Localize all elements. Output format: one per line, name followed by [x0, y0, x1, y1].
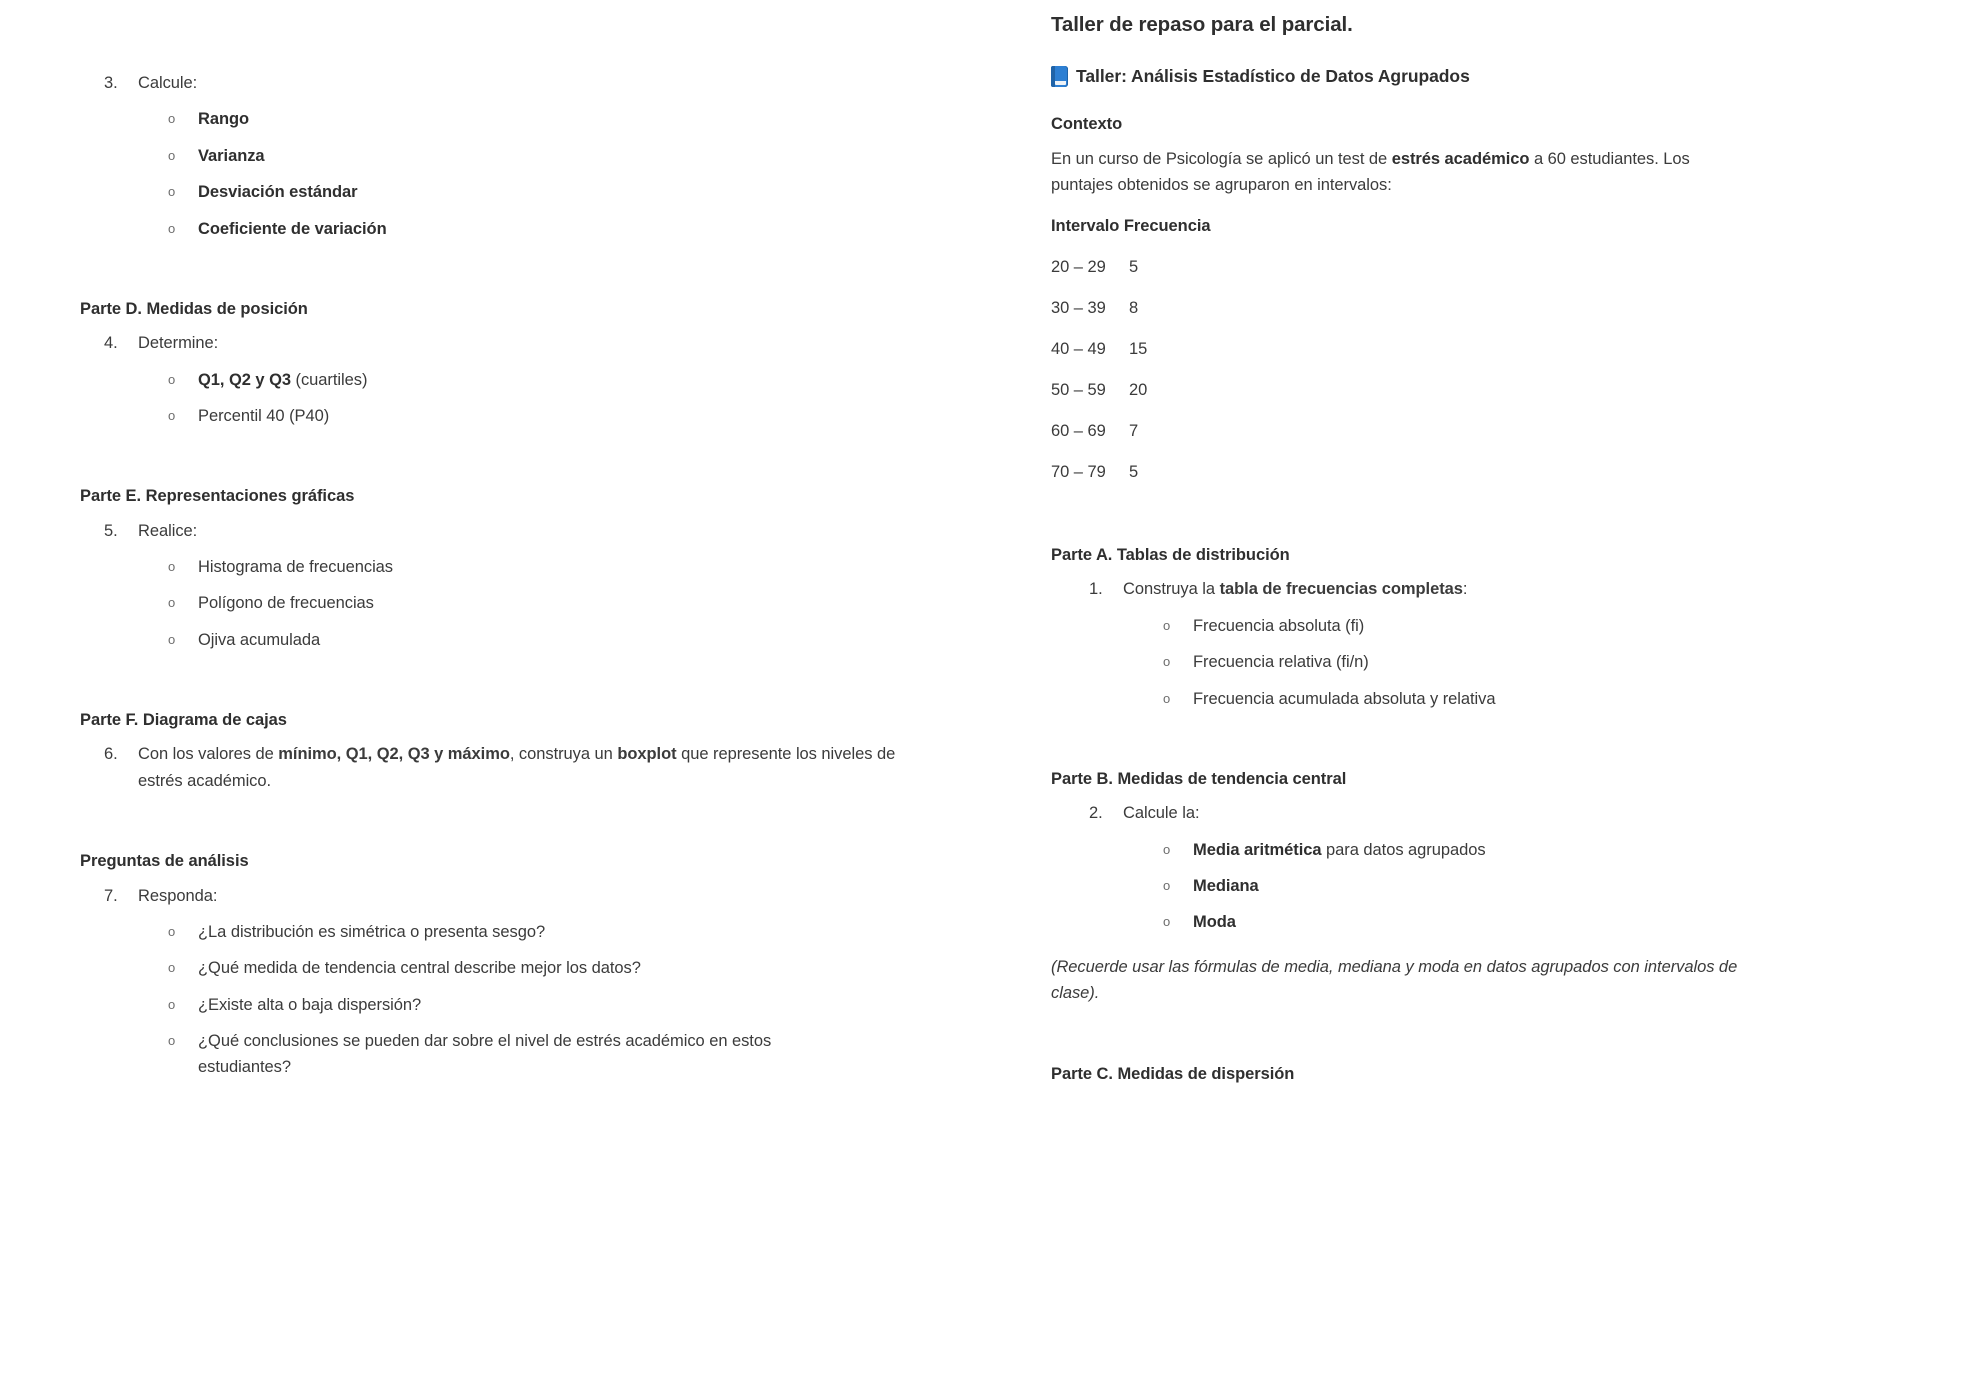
- bullet-label: Desviación estándar: [198, 183, 358, 202]
- circle-bullet-icon: o: [1163, 617, 1171, 633]
- list-item-text: Construya la tabla de frecuencias completas:: [1123, 580, 1468, 599]
- bullet-label: Frecuencia absoluta (fi): [1193, 616, 1365, 635]
- right-column: [983, 0, 1966, 1389]
- circle-bullet-icon: o: [168, 960, 176, 976]
- bullet-histograma: [168, 554, 913, 580]
- list-item-parte-d-4: [102, 330, 913, 356]
- list-item-preguntas-7: [102, 883, 913, 909]
- bullet-varianza: [168, 143, 913, 169]
- interval-value: 40 – 49: [1051, 340, 1106, 359]
- frequency-table-header: Intervalo Frecuencia: [1051, 217, 1211, 236]
- circle-bullet-icon: o: [168, 631, 176, 647]
- list-item-label: Determine:: [138, 334, 219, 353]
- bullet-label: ¿Qué conclusiones se pueden dar sobre el nivel de estrés académico en estos estudiantes?: [198, 1032, 772, 1077]
- circle-bullet-icon: o: [168, 559, 176, 575]
- interval-value: 60 – 69: [1051, 422, 1106, 441]
- bullet-label: Mediana: [1193, 876, 1259, 895]
- bullet-label: Coeficiente de variación: [198, 219, 387, 238]
- frequency-value: 5: [1129, 463, 1139, 482]
- circle-bullet-icon: o: [168, 371, 176, 387]
- bullet-pregunta-simetria: [168, 919, 913, 945]
- bullet-moda: [1163, 909, 1906, 935]
- bullet-rango: [168, 106, 913, 132]
- bullet-label: Ojiva acumulada: [198, 630, 321, 649]
- blue-book-icon: [1051, 66, 1068, 87]
- list-marker: 4.: [104, 334, 118, 353]
- list-marker: 1.: [1089, 580, 1103, 599]
- table-row: [1051, 463, 1906, 482]
- bullet-label: Frecuencia acumulada absoluta y relativa: [1193, 689, 1496, 708]
- list-item-label: Calcule la:: [1123, 804, 1200, 823]
- heading-parte-c: Parte C. Medidas de dispersión: [1051, 1065, 1295, 1084]
- circle-bullet-icon: o: [168, 184, 176, 200]
- document-subtitle: [1051, 65, 1906, 88]
- frequency-value: 20: [1129, 381, 1148, 400]
- circle-bullet-icon: o: [168, 111, 176, 127]
- bullet-label: Rango: [198, 110, 250, 129]
- list-item-parte-f-6: [102, 741, 913, 794]
- circle-bullet-icon: o: [168, 147, 176, 163]
- bullet-label: Varianza: [198, 146, 265, 165]
- heading-preguntas-analisis: Preguntas de análisis: [80, 852, 249, 871]
- circle-bullet-icon: o: [168, 996, 176, 1012]
- list-marker: 6.: [104, 745, 118, 764]
- bullet-pregunta-dispersion: [168, 992, 913, 1018]
- bullet-media-aritmetica: [1163, 837, 1906, 863]
- table-row: [1051, 422, 1906, 441]
- heading-parte-b: Parte B. Medidas de tendencia central: [1051, 769, 1347, 788]
- bullet-frecuencia-absoluta: [1163, 613, 1906, 639]
- heading-parte-d: Parte D. Medidas de posición: [80, 299, 308, 318]
- circle-bullet-icon: o: [168, 220, 176, 236]
- bullet-label: Histograma de frecuencias: [198, 558, 394, 577]
- bullet-coeficiente-variacion: [168, 216, 913, 242]
- list-item-parte-e-5: [102, 518, 913, 544]
- bullet-pregunta-conclusiones: [168, 1028, 808, 1081]
- circle-bullet-icon: o: [168, 1033, 176, 1049]
- interval-value: 20 – 29: [1051, 258, 1106, 277]
- circle-bullet-icon: o: [1163, 877, 1171, 893]
- bullet-desviacion-estandar: [168, 179, 913, 205]
- list-item-label: Realice:: [138, 521, 198, 540]
- frequency-value: 5: [1129, 258, 1139, 277]
- circle-bullet-icon: o: [168, 408, 176, 423]
- bullet-label: Media aritmética para datos agrupados: [1193, 840, 1486, 859]
- bullet-ojiva: [168, 627, 913, 653]
- interval-value: 70 – 79: [1051, 463, 1106, 482]
- list-item-parte-a-1: [1087, 576, 1906, 602]
- frequency-value: 7: [1129, 422, 1139, 441]
- list-item-parte-b-2: [1087, 800, 1906, 826]
- bullet-label: Q1, Q2 y Q3 (cuartiles): [198, 370, 368, 389]
- circle-bullet-icon: o: [1163, 690, 1171, 706]
- list-item-parte-c-3: [102, 70, 913, 96]
- bullet-cuartiles: [168, 367, 913, 393]
- frequency-value: 15: [1129, 340, 1148, 359]
- list-marker: 3.: [104, 74, 118, 92]
- bullet-frecuencia-acumulada: [1163, 686, 1906, 712]
- circle-bullet-icon: o: [1163, 654, 1171, 670]
- list-item-label: Calcule:: [138, 74, 198, 92]
- bullet-label: ¿La distribución es simétrica o presenta sesgo?: [198, 922, 546, 941]
- heading-parte-a: Parte A. Tablas de distribución: [1051, 546, 1290, 565]
- bullet-pregunta-tendencia-central: [168, 955, 913, 981]
- circle-bullet-icon: o: [168, 923, 176, 939]
- frequency-value: 8: [1129, 299, 1139, 318]
- heading-parte-f: Parte F. Diagrama de cajas: [80, 711, 287, 730]
- bullet-percentil-40: [168, 403, 913, 429]
- heading-parte-e: Parte E. Representaciones gráficas: [80, 487, 355, 506]
- list-marker: 5.: [104, 521, 118, 540]
- bullet-label: Polígono de frecuencias: [198, 594, 374, 613]
- interval-value: 50 – 59: [1051, 381, 1106, 400]
- heading-contexto: Contexto: [1051, 115, 1123, 134]
- list-item-label: Responda:: [138, 886, 218, 905]
- list-marker: 7.: [104, 886, 118, 905]
- contexto-paragraph: En un curso de Psicología se aplicó un test de estrés académico a 60 estudiantes. Los puntajes obtenidos se agruparon en intervalos:: [1051, 149, 1690, 195]
- circle-bullet-icon: o: [1163, 841, 1171, 857]
- bullet-label: Percentil 40 (P40): [198, 407, 330, 425]
- table-row: [1051, 258, 1906, 277]
- bullet-label: ¿Existe alta o baja dispersión?: [198, 995, 422, 1014]
- bullet-poligono: [168, 590, 913, 616]
- bullet-label: ¿Qué medida de tendencia central describe mejor los datos?: [198, 959, 641, 978]
- bullet-label: Frecuencia relativa (fi/n): [1193, 653, 1369, 672]
- interval-value: 30 – 39: [1051, 299, 1106, 318]
- list-marker: 2.: [1089, 804, 1103, 823]
- page-title: Taller de repaso para el parcial.: [1051, 13, 1353, 36]
- circle-bullet-icon: o: [168, 595, 176, 611]
- list-item-text: Con los valores de mínimo, Q1, Q2, Q3 y máximo, construya un boxplot que represente los niveles de estrés académico.: [138, 745, 896, 790]
- parte-b-note: (Recuerde usar las fórmulas de media, mediana y moda en datos agrupados con intervalos de clase).: [1051, 957, 1738, 1003]
- circle-bullet-icon: o: [1163, 914, 1171, 930]
- table-row: [1051, 299, 1906, 318]
- table-row: [1051, 340, 1906, 359]
- table-row: [1051, 381, 1906, 400]
- bullet-frecuencia-relativa: [1163, 649, 1906, 675]
- bullet-mediana: [1163, 873, 1906, 899]
- bullet-label: Moda: [1193, 913, 1236, 932]
- document-subtitle-text: Taller: Análisis Estadístico de Datos Agrupados: [1076, 65, 1470, 86]
